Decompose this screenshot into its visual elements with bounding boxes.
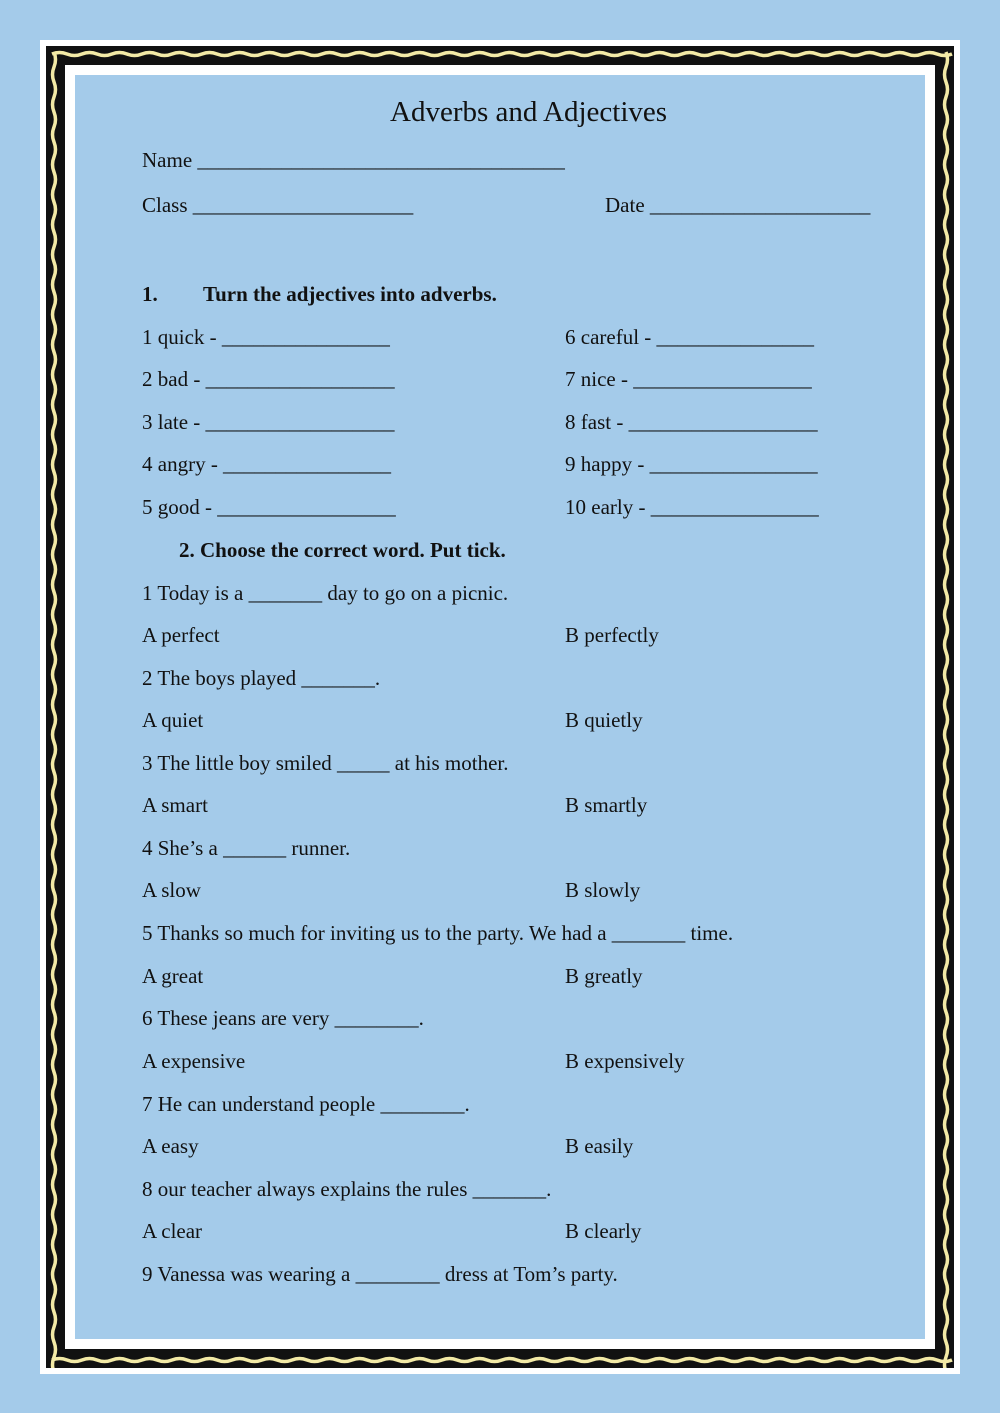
option-b[interactable]: B quietly [565,708,643,732]
adjective-item[interactable]: 3 late - __________________ [142,410,395,434]
section1-number: 1. [142,282,158,306]
adjective-item[interactable]: 1 quick - ________________ [142,325,390,349]
worksheet-sheet [75,75,925,1339]
adjective-item[interactable]: 4 angry - ________________ [142,452,392,476]
question-text: 5 Thanks so much for inviting us to the party. We had a _______ time. [142,921,734,945]
option-a[interactable]: A slow [142,878,201,902]
class-field[interactable]: Class _____________________ [142,193,414,217]
option-b[interactable]: B greatly [565,964,643,988]
wave-border-bottom [52,1359,952,1362]
option-b[interactable]: B smartly [565,793,648,817]
adjective-item[interactable]: 7 nice - _________________ [565,367,812,391]
option-b[interactable]: B perfectly [565,623,659,647]
adjective-item[interactable]: 5 good - _________________ [142,495,396,519]
question-text: 1 Today is a _______ day to go on a picnic. [142,581,509,605]
wave-border-top [52,53,952,56]
option-a[interactable]: A great [142,964,204,988]
question-text: 7 He can understand people ________. [142,1092,470,1116]
adjective-item[interactable]: 9 happy - ________________ [565,452,818,476]
option-b[interactable]: B slowly [565,878,641,902]
option-a[interactable]: A perfect [142,623,220,647]
adjective-item[interactable]: 2 bad - __________________ [142,367,395,391]
adjective-item[interactable]: 8 fast - __________________ [565,410,818,434]
section2-heading: 2. Choose the correct word. Put tick. [179,538,506,562]
option-b[interactable]: B easily [565,1134,634,1158]
option-a[interactable]: A smart [142,793,208,817]
question-text: 8 our teacher always explains the rules _______. [142,1177,552,1201]
date-field[interactable]: Date _____________________ [605,193,871,217]
option-a[interactable]: A quiet [142,708,204,732]
worksheet-title: Adverbs and Adjectives [390,96,668,128]
name-field[interactable]: Name ___________________________________ [142,148,565,172]
option-a[interactable]: A easy [142,1134,199,1158]
question-text: 9 Vanessa was wearing a ________ dress at Tom’s party. [142,1262,618,1286]
question-text: 6 These jeans are very ________. [142,1006,424,1030]
question-text: 2 The boys played _______. [142,666,381,690]
adjective-item[interactable]: 10 early - ________________ [565,495,819,519]
option-b[interactable]: B expensively [565,1049,685,1073]
option-a[interactable]: A expensive [142,1049,246,1073]
section1-heading: Turn the adjectives into adverbs. [203,282,497,306]
option-b[interactable]: B clearly [565,1219,642,1243]
question-text: 3 The little boy smiled _____ at his mother. [142,751,509,775]
option-a[interactable]: A clear [142,1219,203,1243]
question-text: 4 She’s a ______ runner. [142,836,351,860]
adjective-item[interactable]: 6 careful - _______________ [565,325,815,349]
